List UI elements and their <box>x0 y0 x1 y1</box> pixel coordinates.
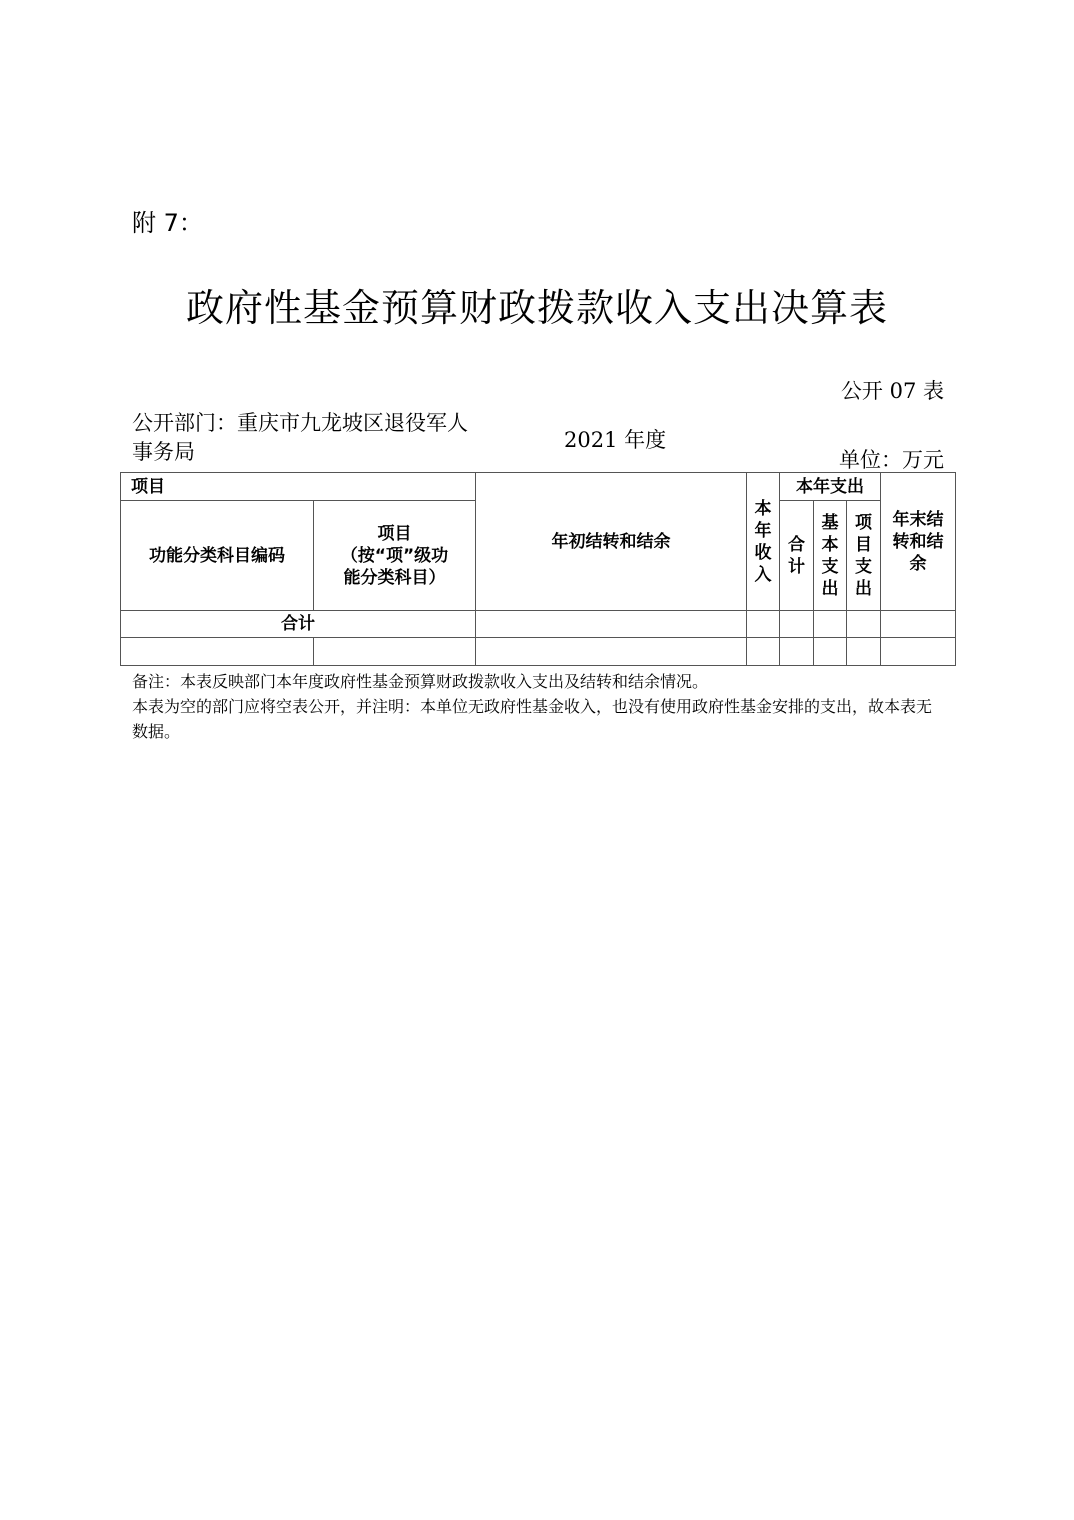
project-header: 项目 <box>121 473 476 501</box>
table-cell <box>847 611 881 638</box>
table-cell <box>747 638 780 666</box>
page-title: 政府性基金预算财政拨款收入支出决算表 <box>185 286 888 330</box>
col-current-income: 本年收入 <box>747 473 780 611</box>
col-ending-balance: 年末结转和结余 <box>881 473 956 611</box>
col-project-name: 项目（按“项”级功能分类科目） <box>314 501 476 611</box>
table-cell <box>881 611 956 638</box>
total-row <box>121 611 956 638</box>
table-cell <box>780 611 814 638</box>
table-cell <box>814 638 847 666</box>
table-cell <box>121 638 314 666</box>
table-cell <box>314 638 476 666</box>
table-cell <box>881 638 956 666</box>
table-cell <box>847 638 881 666</box>
department-label: 公开部门：重庆市九龙坡区退役军人事务局 <box>132 411 468 464</box>
table-cell <box>780 638 814 666</box>
table-cell <box>747 611 780 638</box>
form-number: 公开 07 表 <box>840 379 944 403</box>
note-line-2: 本表为空的部门应将空表公开，并注明：本单位无政府性基金收入，也没有使用政府性基金安排的支出，故本表无数据。 <box>132 697 933 741</box>
table-cell <box>476 611 747 638</box>
budget-table <box>120 472 956 666</box>
col-current-expense: 本年支出 <box>780 473 881 501</box>
table-cell <box>814 611 847 638</box>
attachment-label: 附 7： <box>132 209 203 237</box>
fiscal-year: 2021 年度 <box>564 428 667 452</box>
col-beginning-balance: 年初结转和结余 <box>476 473 747 611</box>
notes <box>132 669 932 744</box>
col-basic-expense: 基本支出 <box>814 501 847 611</box>
col-func-code: 功能分类科目编码 <box>121 501 314 611</box>
table-cell <box>476 638 747 666</box>
unit-label: 单位：万元 <box>839 448 944 472</box>
col-project-expense: 项目支出 <box>847 501 881 611</box>
total-row-label: 合计 <box>121 611 476 638</box>
table-row <box>121 638 956 666</box>
col-expense-total: 合计 <box>780 501 814 611</box>
note-line-1: 备注：本表反映部门本年度政府性基金预算财政拨款收入支出及结转和结余情况。 <box>132 672 709 691</box>
